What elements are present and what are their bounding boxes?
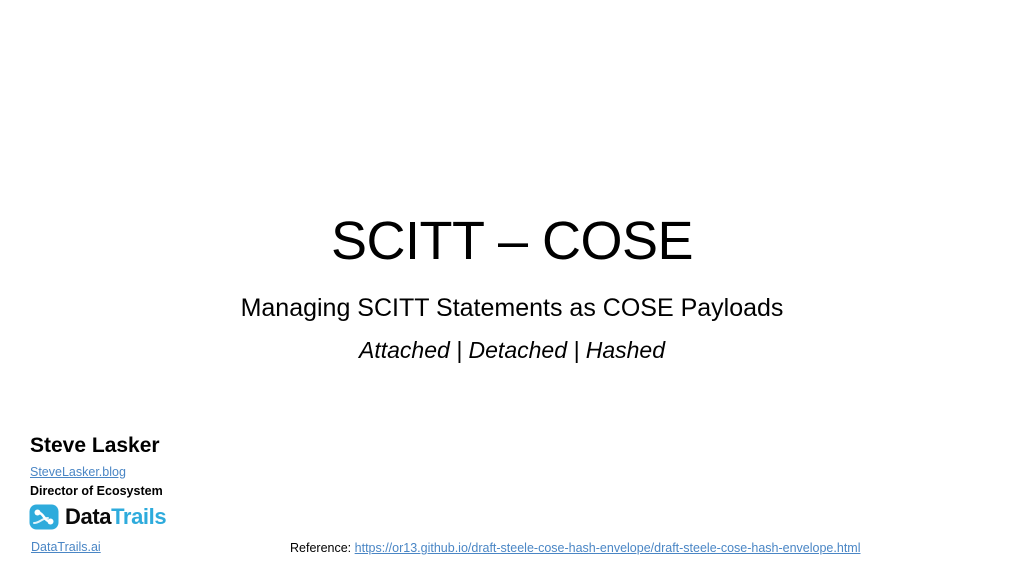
slide-title: SCITT – COSE bbox=[330, 211, 694, 271]
author-block bbox=[30, 433, 360, 499]
author-name: Steve Lasker bbox=[30, 434, 160, 457]
reference-label: Reference: bbox=[290, 541, 352, 555]
brand-logo bbox=[29, 503, 166, 531]
datatrails-logo-icon bbox=[29, 503, 59, 531]
brand-logo-text-primary: Data bbox=[65, 504, 112, 529]
slide-subtitle: Managing SCITT Statements as COSE Payloads bbox=[240, 294, 784, 323]
author-blog-link[interactable]: SteveLasker.blog bbox=[30, 465, 126, 480]
reference-line bbox=[290, 541, 860, 556]
author-role: Director of Ecosystem bbox=[30, 484, 163, 499]
brand-logo-text bbox=[65, 506, 166, 528]
brand-logo-text-secondary: Trails bbox=[111, 504, 167, 529]
reference-url-link[interactable]: https://or13.github.io/draft-steele-cose-hash-envelope/draft-steele-cose-hash-envelope.html bbox=[354, 541, 861, 555]
title-block bbox=[0, 212, 1024, 365]
slide-subtitle-secondary: Attached | Detached | Hashed bbox=[358, 337, 666, 364]
brand-site-link[interactable]: DataTrails.ai bbox=[31, 540, 101, 554]
